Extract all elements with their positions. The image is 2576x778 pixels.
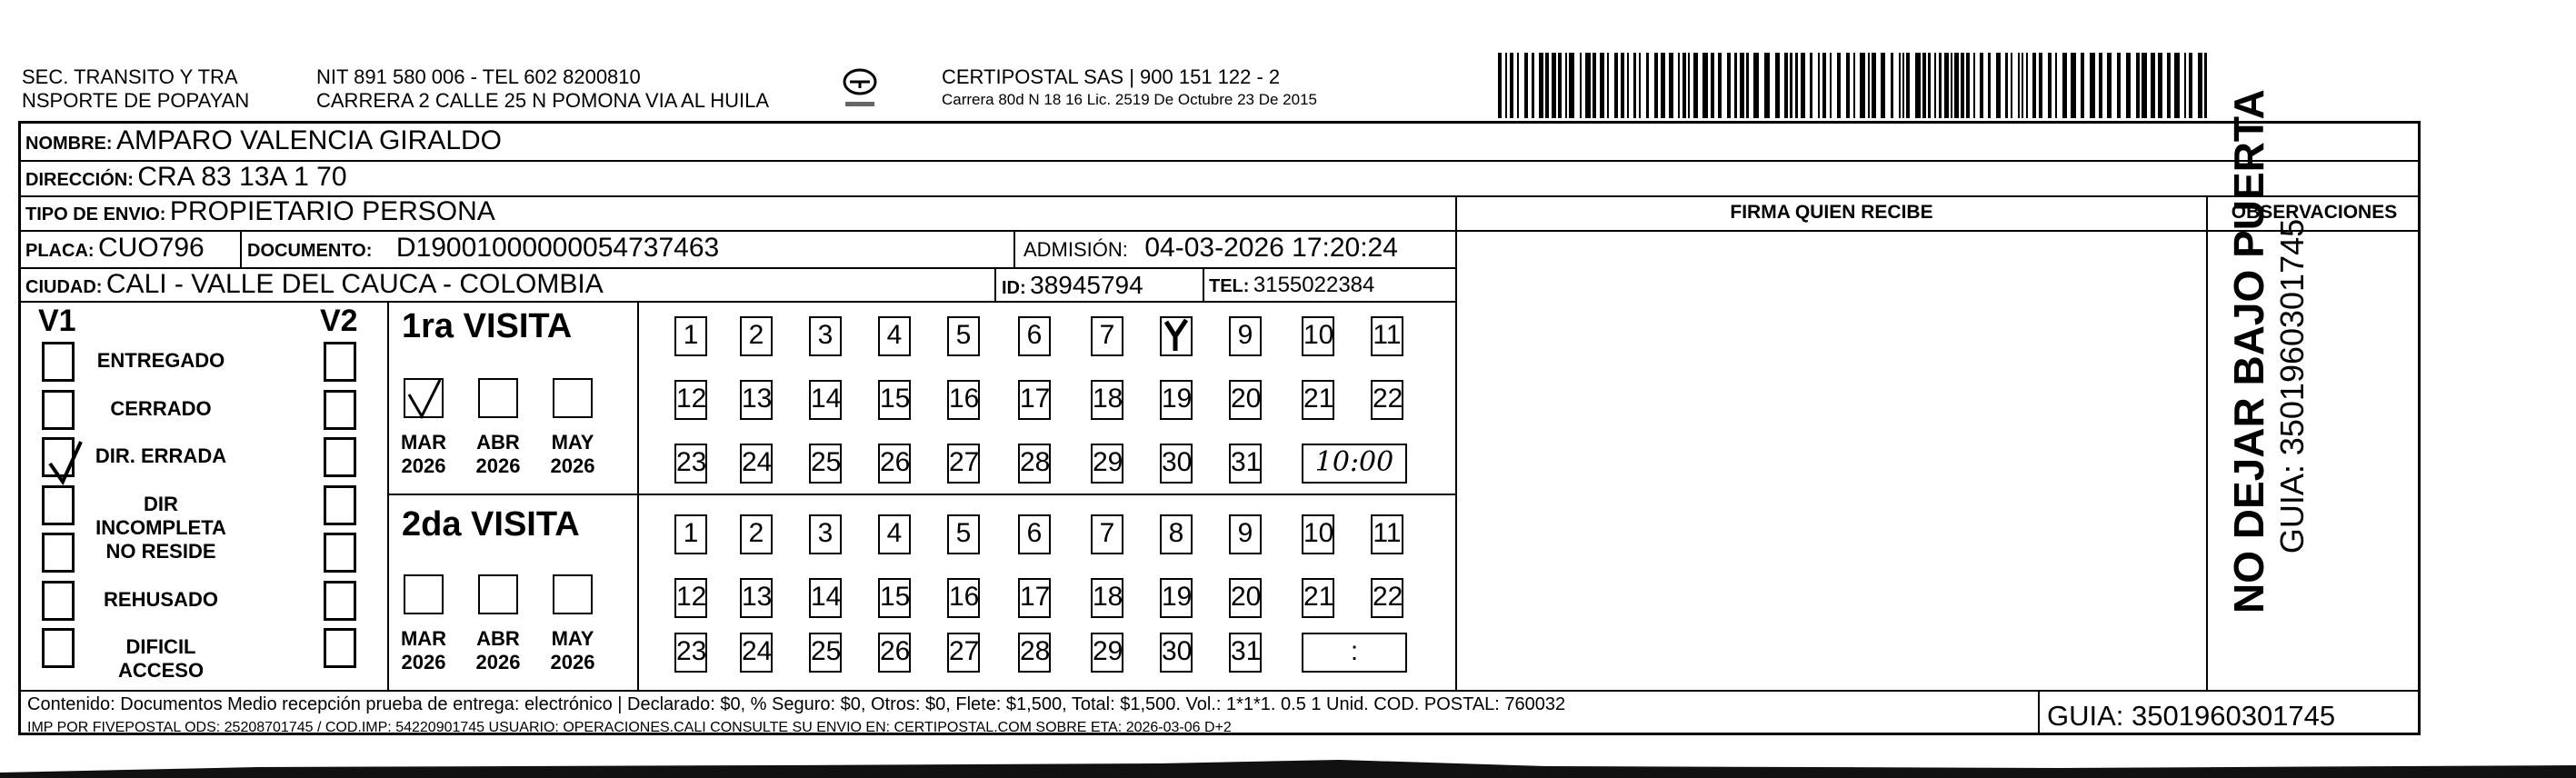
status-reason-label: NO RESIDE <box>105 540 216 563</box>
day-box[interactable]: 15 <box>878 380 911 420</box>
day-box[interactable]: 16 <box>947 578 980 618</box>
day-box[interactable]: 18 <box>1091 380 1123 420</box>
id-label: ID: <box>1002 278 1026 298</box>
day-box[interactable]: 29 <box>1091 633 1123 673</box>
day-box-marked[interactable] <box>1160 316 1193 356</box>
status-reason-label: REHUSADO <box>104 587 218 611</box>
time-field[interactable]: : <box>1302 633 1407 673</box>
day-box[interactable]: 13 <box>740 578 773 618</box>
day-box[interactable]: 31 <box>1229 444 1262 484</box>
v2-checkbox[interactable] <box>324 390 356 430</box>
v1-checkbox[interactable] <box>42 533 75 573</box>
day-box[interactable]: 24 <box>740 444 773 484</box>
footer-print-line: IMP POR FIVEPOSTAL ODS: 25208701745 / COD.IMP: 54220901745 USUARIO: OPERACIONES.CALI CONSULTE SU ENVIO EN: CERTIPOSTAL.COM SOBRE ETA: 2026-03-06 D+2 <box>27 720 1232 735</box>
day-box[interactable]: 30 <box>1160 444 1193 484</box>
day-box[interactable]: 30 <box>1160 633 1193 673</box>
name-label: NOMBRE: <box>25 134 113 154</box>
certipostal-logo-icon <box>842 64 878 115</box>
day-box[interactable]: 16 <box>947 380 980 420</box>
v2-checkbox[interactable] <box>324 581 356 621</box>
day-box[interactable]: 26 <box>878 444 911 484</box>
day-box[interactable]: 17 <box>1018 380 1051 420</box>
day-box[interactable]: 2 <box>740 514 773 554</box>
day-box[interactable]: 21 <box>1302 380 1334 420</box>
day-box[interactable]: 23 <box>674 633 707 673</box>
admission-field <box>1023 233 1398 264</box>
day-box[interactable]: 20 <box>1229 380 1262 420</box>
month-caption <box>396 627 451 674</box>
second-visit-label: 2da VISITA <box>402 505 580 544</box>
day-box[interactable]: 9 <box>1229 316 1262 356</box>
year-label: 2026 <box>550 651 595 673</box>
shipment-type-field <box>25 196 495 227</box>
day-box[interactable]: 29 <box>1091 444 1123 484</box>
day-box[interactable]: 11 <box>1371 514 1403 554</box>
month-checkbox[interactable] <box>478 378 518 418</box>
v2-checkbox[interactable] <box>324 485 356 525</box>
day-box[interactable]: 22 <box>1371 578 1403 618</box>
city-label: CIUDAD: <box>25 277 103 297</box>
day-box[interactable]: 10 <box>1302 316 1334 356</box>
day-box[interactable]: 17 <box>1018 578 1051 618</box>
plate-field <box>25 233 205 264</box>
day-box[interactable]: 5 <box>947 316 980 356</box>
side-guia: GUIA: 3501960301745 <box>2273 218 2311 554</box>
month-label: MAY <box>551 627 594 650</box>
name-field <box>25 125 502 156</box>
document-label: DOCUMENTO: <box>247 241 373 261</box>
day-box[interactable]: 27 <box>947 633 980 673</box>
month-checkbox[interactable] <box>553 378 593 418</box>
day-box[interactable]: 19 <box>1160 380 1193 420</box>
month-caption <box>545 431 600 478</box>
address-field <box>25 162 347 193</box>
v2-checkbox[interactable] <box>324 533 356 573</box>
sender-line-1: SEC. TRANSITO Y TRA <box>22 65 238 88</box>
side-notice: NO DEJAR BAJO PUERTA <box>2225 89 2272 613</box>
day-box[interactable]: 9 <box>1229 514 1262 554</box>
month-caption <box>396 431 451 478</box>
footer-guia: GUIA: 3501960301745 <box>2047 700 2336 732</box>
sender-line-2: NSPORTE DE POPAYAN <box>22 89 250 112</box>
day-box[interactable]: 25 <box>809 444 842 484</box>
day-box[interactable]: 28 <box>1018 633 1051 673</box>
day-box[interactable]: 22 <box>1371 380 1403 420</box>
month-caption <box>471 627 525 674</box>
month-label: ABR <box>476 431 520 454</box>
v2-label: V2 <box>320 304 358 338</box>
day-box[interactable]: 23 <box>674 444 707 484</box>
day-box[interactable]: 15 <box>878 578 911 618</box>
day-box[interactable]: 2 <box>740 316 773 356</box>
id-field <box>1002 271 1143 300</box>
address-label: DIRECCIÓN: <box>25 170 134 190</box>
v1-checkbox[interactable] <box>42 342 75 382</box>
status-reason-label: DIR. ERRADA <box>95 444 227 467</box>
company-name: CERTIPOSTAL SAS | 900 151 122 - 2 <box>942 65 1281 88</box>
day-box[interactable]: 5 <box>947 514 980 554</box>
document-value: D19001000000054737463 <box>395 233 720 263</box>
tracking-barcode <box>1498 53 2207 118</box>
month-checkbox[interactable] <box>553 574 593 614</box>
day-box[interactable]: 12 <box>674 380 707 420</box>
admission-label: ADMISIÓN: <box>1023 238 1128 261</box>
v1-checkbox[interactable] <box>42 628 75 668</box>
day-box[interactable]: 6 <box>1018 316 1051 356</box>
observations-label: OBSERVACIONES <box>2231 202 2398 223</box>
day-box[interactable]: 4 <box>878 316 911 356</box>
plate-value: CUO796 <box>98 233 205 263</box>
v1-checkbox[interactable] <box>42 437 75 477</box>
month-checkbox[interactable] <box>478 574 518 614</box>
month-label: MAR <box>400 627 447 650</box>
document-field <box>247 233 719 264</box>
day-box[interactable]: 4 <box>878 514 911 554</box>
day-box[interactable]: 6 <box>1018 514 1051 554</box>
day-box[interactable]: 18 <box>1091 578 1123 618</box>
day-box[interactable]: 12 <box>674 578 707 618</box>
year-label: 2026 <box>475 651 521 673</box>
day-box[interactable]: 11 <box>1371 316 1403 356</box>
v1-label: V1 <box>38 304 76 338</box>
recipient-address: CRA 83 13A 1 70 <box>137 162 347 192</box>
day-box[interactable]: 25 <box>809 633 842 673</box>
v2-checkbox[interactable] <box>324 628 356 668</box>
month-label: MAR <box>400 431 447 454</box>
year-label: 2026 <box>475 454 521 477</box>
day-box[interactable]: 31 <box>1229 633 1262 673</box>
month-caption <box>471 431 525 478</box>
day-box[interactable]: 19 <box>1160 578 1193 618</box>
sender-nit: NIT 891 580 006 - TEL 602 8200810 <box>316 65 641 88</box>
day-box[interactable]: 13 <box>740 380 773 420</box>
month-checkbox[interactable] <box>404 574 444 614</box>
time-field[interactable]: 10:00 <box>1302 444 1407 484</box>
day-box[interactable]: 14 <box>809 380 842 420</box>
id-value: 38945794 <box>1030 271 1143 299</box>
month-caption <box>545 627 600 674</box>
day-box[interactable]: 7 <box>1091 514 1123 554</box>
day-box[interactable]: 26 <box>878 633 911 673</box>
status-reason-label: CERRADO <box>110 396 212 420</box>
status-reason-label: DIFICIL ACCESO <box>117 635 205 682</box>
day-box[interactable]: 21 <box>1302 578 1334 618</box>
signature-label: FIRMA QUIEN RECIBE <box>1730 202 1933 223</box>
month-label: ABR <box>476 627 520 650</box>
city-field <box>25 269 604 300</box>
torn-edge <box>0 760 2576 778</box>
v2-checkbox[interactable] <box>324 342 356 382</box>
v1-checkbox[interactable] <box>42 581 75 621</box>
day-box[interactable]: 8 <box>1160 514 1193 554</box>
day-box[interactable]: 1 <box>674 316 707 356</box>
day-box[interactable]: 14 <box>809 578 842 618</box>
first-visit-label: 1ra VISITA <box>402 307 573 345</box>
sender-address: CARRERA 2 CALLE 25 N POMONA VIA AL HUILA <box>316 89 770 112</box>
v1-checkbox[interactable] <box>42 390 75 430</box>
day-box[interactable]: 20 <box>1229 578 1262 618</box>
day-box[interactable]: 27 <box>947 444 980 484</box>
recipient-name: AMPARO VALENCIA GIRALDO <box>116 125 502 155</box>
year-label: 2026 <box>401 454 446 477</box>
company-license: Carrera 80d N 18 16 Lic. 2519 De Octubre 23 De 2015 <box>942 91 1317 108</box>
year-label: 2026 <box>401 651 446 673</box>
shipment-type: PROPIETARIO PERSONA <box>169 196 495 226</box>
shipment-type-label: TIPO DE ENVIO: <box>25 204 166 224</box>
status-reason-label: ENTREGADO <box>96 349 225 372</box>
tel-label: TEL: <box>1209 276 1250 296</box>
plate-label: PLACA: <box>25 241 95 261</box>
month-label: MAY <box>551 431 594 454</box>
day-box[interactable]: 3 <box>809 316 842 356</box>
year-label: 2026 <box>550 454 595 477</box>
day-box[interactable]: 1 <box>674 514 707 554</box>
admission-value: 04-03-2026 17:20:24 <box>1144 233 1398 263</box>
day-box[interactable]: 3 <box>809 514 842 554</box>
day-box[interactable]: 7 <box>1091 316 1123 356</box>
month-checkbox[interactable] <box>404 378 444 418</box>
v2-checkbox[interactable] <box>324 437 356 477</box>
status-reason-label: DIR INCOMPLETA <box>95 492 226 539</box>
city-value: CALI - VALLE DEL CAUCA - COLOMBIA <box>105 269 604 299</box>
tel-field <box>1209 273 1374 298</box>
v1-checkbox[interactable] <box>42 485 75 525</box>
day-box[interactable]: 24 <box>740 633 773 673</box>
footer-content-line: Contenido: Documentos Medio recepción prueba de entrega: electrónico | Declarado: $0, % Seguro: $0, Otros: $0, Flete: $1,500, Total: $1,500. Vol.: 1*1*1. 0.5 1 Unid. COD. POSTAL: 760032 <box>27 694 1566 714</box>
day-box[interactable]: 28 <box>1018 444 1051 484</box>
day-box[interactable]: 10 <box>1302 514 1334 554</box>
tel-value: 3155022384 <box>1253 273 1375 297</box>
